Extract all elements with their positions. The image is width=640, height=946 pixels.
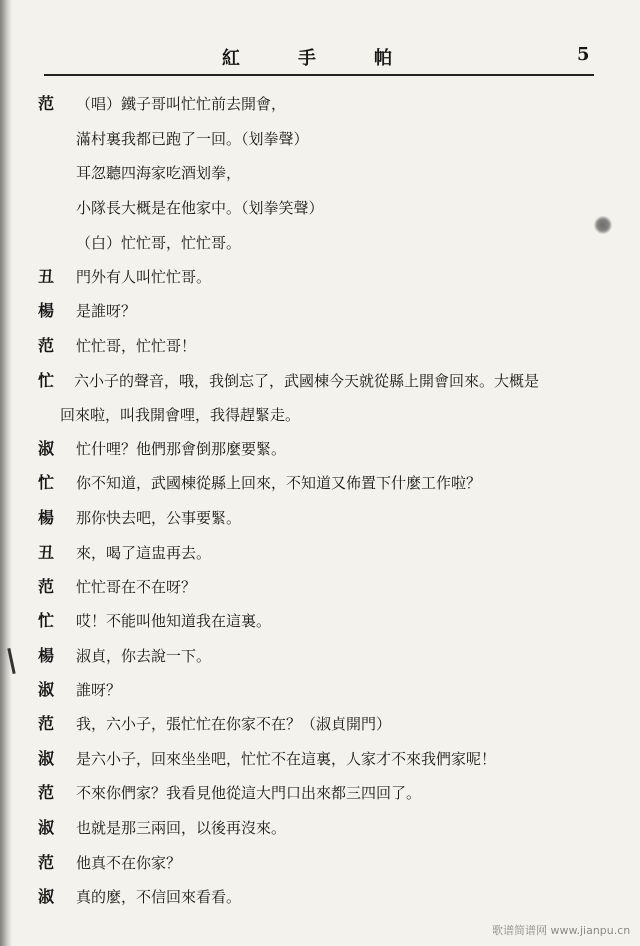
dialogue-text: 你不知道，武國棟從縣上回來，不知道又佈置下什麼工作啦？ [76, 474, 482, 492]
dialogue-text: （唱）鐵子哥叫忙忙前去開會， [76, 95, 287, 113]
speaker-name: 范 [38, 336, 55, 355]
dialogue-line [0, 160, 640, 186]
dialogue-text: （白）忙忙哥，忙忙哥。 [76, 234, 242, 252]
speaker-name: 淑 [38, 887, 55, 906]
dialogue-line [0, 574, 640, 600]
dialogue-text: 那你快去吧，公事要緊。 [76, 509, 242, 527]
speaker-name: 忙 [38, 371, 55, 390]
speaker-name: 淑 [38, 439, 55, 458]
dialogue-line [0, 780, 640, 806]
speaker-name: 楊 [38, 646, 55, 665]
dialogue-line [0, 540, 640, 566]
dialogue-line [0, 505, 640, 531]
speaker-name: 楊 [38, 508, 55, 527]
dialogue-text: 來，喝了這盅再去。 [76, 544, 212, 562]
dialogue-line [0, 746, 640, 772]
speaker-name: 丑 [38, 267, 55, 286]
dialogue-text: 不來你們家？我看見他從這大門口出來都三四回了。 [76, 784, 422, 802]
dialogue-text: 滿村裏我都已跑了一回。（划拳聲） [76, 130, 309, 148]
speaker-name: 范 [38, 94, 55, 113]
speaker-name: 范 [38, 577, 55, 596]
book-title: 紅手帕 [222, 48, 450, 69]
dialogue-line [0, 402, 640, 428]
header-rule [44, 74, 594, 76]
dialogue-text: 我，六小子，張忙忙在你家不在？（淑貞開門） [76, 715, 392, 733]
dialogue-text: 哎！不能叫他知道我在這裏。 [76, 612, 272, 630]
watermark: 歌谱简谱网 www.jianpu.cn [492, 924, 631, 937]
dialogue-text: 誰呀？ [76, 681, 122, 699]
speaker-name: 范 [38, 853, 55, 872]
dialogue-text: 忙什哩？他們那會倒那麼要緊。 [76, 440, 287, 458]
dialogue-line [0, 333, 640, 359]
dialogue-text: 他真不在你家？ [76, 854, 182, 872]
dialogue-text: 忙忙哥，忙忙哥！ [76, 337, 197, 355]
dialogue-text: 淑貞，你去說一下。 [76, 647, 212, 665]
speaker-name: 忙 [38, 473, 55, 492]
dialogue-line [0, 850, 640, 876]
dialogue-line [0, 368, 640, 394]
dialogue-text: 耳忽聽四海家吃酒划拳， [76, 164, 242, 182]
speaker-name: 范 [38, 783, 55, 802]
dialogue-line [0, 195, 640, 221]
speaker-name: 淑 [38, 749, 55, 768]
speaker-name: 楊 [38, 301, 55, 320]
dialogue-line [0, 643, 640, 669]
dialogue-line [0, 884, 640, 910]
speaker-name: 范 [38, 714, 55, 733]
dialogue-line [0, 91, 640, 117]
dialogue-text: 是誰呀？ [76, 302, 137, 320]
speaker-name: 忙 [38, 611, 55, 630]
speaker-name: 淑 [38, 818, 55, 837]
dialogue-line [0, 436, 640, 462]
dialogue-text: 六小子的聲音，哦，我倒忘了，武國棟今天就從縣上開會回來。大概是 [74, 372, 540, 390]
dialogue-text: 小隊長大概是在他家中。（划拳笑聲） [76, 199, 324, 217]
ink-smudge [594, 216, 612, 234]
page-number: 5 [577, 44, 590, 65]
dialogue-line [0, 126, 640, 152]
dialogue-line [0, 264, 640, 290]
dialogue-line [0, 711, 640, 737]
dialogue-line [0, 608, 640, 634]
dialogue-text: 門外有人叫忙忙哥。 [76, 268, 212, 286]
dialogue-line [0, 677, 640, 703]
dialogue-line [0, 298, 640, 324]
speaker-name: 淑 [38, 680, 55, 699]
dialogue-line [0, 230, 640, 256]
dialogue-text: 忙忙哥在不在呀？ [76, 578, 197, 596]
dialogue-text: 也就是那三兩回，以後再沒來。 [76, 819, 287, 837]
speaker-name: 丑 [38, 543, 55, 562]
dialogue-text: 回來啦，叫我開會哩，我得趕緊走。 [60, 406, 301, 424]
dialogue-text: 是六小子，回來坐坐吧，忙忙不在這裏，人家才不來我們家呢！ [76, 750, 497, 768]
page-header [0, 40, 640, 70]
dialogue-line [0, 815, 640, 841]
dialogue-text: 真的麼，不信回來看看。 [76, 888, 242, 906]
dialogue-line [0, 470, 640, 496]
